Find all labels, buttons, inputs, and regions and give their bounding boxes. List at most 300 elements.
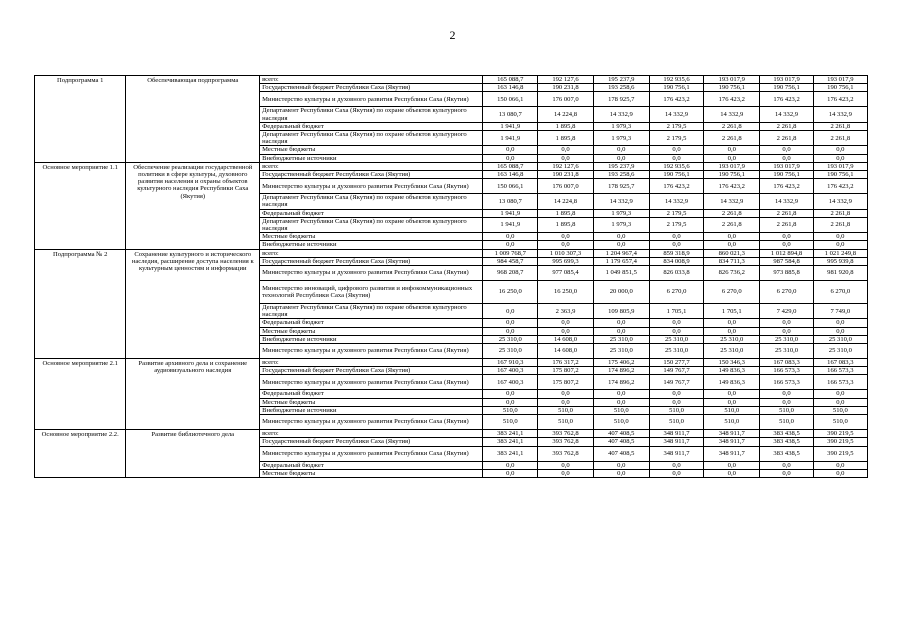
amount-cell: 826 736,2 xyxy=(704,266,760,281)
amount-cell: 0,0 xyxy=(593,154,649,162)
amount-cell: 25 310,0 xyxy=(704,344,760,359)
amount-cell: 977 085,4 xyxy=(538,266,593,281)
amount-cell: 192 127,6 xyxy=(538,162,593,170)
program-title-cell: Развитие библиотечного дела xyxy=(126,430,260,478)
amount-cell: 192 935,6 xyxy=(649,162,703,170)
amount-cell: 0,0 xyxy=(704,241,760,249)
amount-cell: 383 438,5 xyxy=(760,438,813,446)
amount-cell: 2 179,5 xyxy=(649,217,703,232)
amount-cell: 2 261,8 xyxy=(813,131,867,146)
funding-source-cell: Министерство культуры и духовного развития Республики Саха (Якутия) xyxy=(260,266,483,281)
amount-cell: 14 332,9 xyxy=(649,107,703,122)
amount-cell: 1 895,8 xyxy=(538,122,593,130)
amount-cell: 0,0 xyxy=(649,146,703,154)
page-number: 2 xyxy=(449,28,456,42)
amount-cell: 0,0 xyxy=(813,461,867,469)
amount-cell: 510,0 xyxy=(760,406,813,414)
amount-cell: 984 458,7 xyxy=(483,257,538,265)
amount-cell: 0,0 xyxy=(483,319,538,327)
amount-cell: 0,0 xyxy=(593,319,649,327)
funding-source-cell: Государственный бюджет Республики Саха (Якутия) xyxy=(260,367,483,375)
amount-cell: 7 749,0 xyxy=(813,304,867,319)
amount-cell: 968 208,7 xyxy=(483,266,538,281)
amount-cell: 167 400,3 xyxy=(483,367,538,375)
amount-cell: 190 756,1 xyxy=(704,84,760,92)
amount-cell: 25 310,0 xyxy=(649,344,703,359)
amount-cell: 0,0 xyxy=(593,469,649,477)
amount-cell: 25 310,0 xyxy=(704,335,760,343)
amount-cell: 973 885,8 xyxy=(760,266,813,281)
funding-source-cell: Местные бюджеты xyxy=(260,146,483,154)
program-code-cell: Подпрограмма № 2 xyxy=(35,249,126,358)
funding-source-cell: Государственный бюджет Республики Саха (Якутия) xyxy=(260,257,483,265)
table-row xyxy=(35,430,868,438)
amount-cell: 149 836,3 xyxy=(704,375,760,390)
funding-source-cell: Министерство культуры и духовного развития Республики Саха (Якутия) xyxy=(260,179,483,194)
table-row xyxy=(35,249,868,257)
amount-cell: 176 423,2 xyxy=(813,179,867,194)
amount-cell: 0,0 xyxy=(593,398,649,406)
amount-cell: 0,0 xyxy=(538,398,593,406)
amount-cell: 166 573,3 xyxy=(813,367,867,375)
amount-cell: 190 756,1 xyxy=(813,84,867,92)
amount-cell: 0,0 xyxy=(813,146,867,154)
amount-cell: 1 705,1 xyxy=(649,304,703,319)
amount-cell: 0,0 xyxy=(704,398,760,406)
funding-source-cell: Внебюджетные источники xyxy=(260,241,483,249)
amount-cell: 0,0 xyxy=(538,319,593,327)
amount-cell: 195 237,9 xyxy=(593,162,649,170)
amount-cell: 176 423,2 xyxy=(760,92,813,107)
amount-cell: 178 925,7 xyxy=(593,92,649,107)
amount-cell: 176 423,2 xyxy=(649,92,703,107)
amount-cell: 0,0 xyxy=(649,461,703,469)
amount-cell: 0,0 xyxy=(538,233,593,241)
amount-cell: 393 762,8 xyxy=(538,438,593,446)
amount-cell: 393 762,8 xyxy=(538,430,593,438)
amount-cell: 0,0 xyxy=(649,241,703,249)
amount-cell: 0,0 xyxy=(760,469,813,477)
amount-cell: 0,0 xyxy=(538,327,593,335)
amount-cell: 25 310,0 xyxy=(813,335,867,343)
amount-cell: 2 261,8 xyxy=(760,209,813,217)
amount-cell: 1 941,9 xyxy=(483,217,538,232)
amount-cell: 166 573,3 xyxy=(760,375,813,390)
amount-cell: 0,0 xyxy=(760,146,813,154)
amount-cell: 0,0 xyxy=(649,469,703,477)
amount-cell: 14 332,9 xyxy=(813,107,867,122)
amount-cell: 14 332,9 xyxy=(593,107,649,122)
amount-cell: 167 083,3 xyxy=(760,359,813,367)
amount-cell: 0,0 xyxy=(704,319,760,327)
amount-cell: 0,0 xyxy=(813,241,867,249)
amount-cell: 25 310,0 xyxy=(483,335,538,343)
amount-cell: 0,0 xyxy=(483,154,538,162)
amount-cell: 995 939,8 xyxy=(813,257,867,265)
funding-source-cell: Федеральный бюджет xyxy=(260,461,483,469)
funding-source-cell: Местные бюджеты xyxy=(260,469,483,477)
amount-cell: 987 584,8 xyxy=(760,257,813,265)
funding-source-cell: Департамент Республики Саха (Якутия) по охране объектов культурного наследия xyxy=(260,194,483,209)
amount-cell: 2 363,9 xyxy=(538,304,593,319)
amount-cell: 2 179,5 xyxy=(649,209,703,217)
amount-cell: 190 756,1 xyxy=(704,171,760,179)
funding-source-cell: всего: xyxy=(260,430,483,438)
amount-cell: 0,0 xyxy=(813,469,867,477)
amount-cell: 510,0 xyxy=(649,415,703,430)
program-title-cell: Обеспечение реализации государственной политики в сфере культуры, духовного развития населения и охраны объектов культурного наследия Республики Саха (Якутия) xyxy=(126,162,260,249)
amount-cell: 190 756,1 xyxy=(760,171,813,179)
table-row xyxy=(35,76,868,84)
amount-cell: 1 979,3 xyxy=(593,209,649,217)
amount-cell: 109 805,9 xyxy=(593,304,649,319)
funding-source-cell: Внебюджетные источники xyxy=(260,406,483,414)
amount-cell: 192 935,6 xyxy=(649,76,703,84)
funding-source-cell: Министерство инноваций, цифрового развития и инфокоммуникационных технологий Республики Саха (Якутия) xyxy=(260,281,483,304)
amount-cell: 0,0 xyxy=(704,461,760,469)
amount-cell: 20 000,0 xyxy=(593,281,649,304)
amount-cell: 193 017,9 xyxy=(760,162,813,170)
amount-cell: 348 911,7 xyxy=(649,446,703,461)
amount-cell: 165 088,7 xyxy=(483,162,538,170)
amount-cell: 981 920,8 xyxy=(813,266,867,281)
funding-source-cell: Внебюджетные источники xyxy=(260,154,483,162)
funding-source-cell: Департамент Республики Саха (Якутия) по охране объектов культурного наследия xyxy=(260,217,483,232)
amount-cell: 193 017,9 xyxy=(704,162,760,170)
funding-source-cell: Департамент Республики Саха (Якутия) по охране объектов культурного наследия xyxy=(260,304,483,319)
amount-cell: 348 911,7 xyxy=(649,438,703,446)
amount-cell: 0,0 xyxy=(760,398,813,406)
amount-cell: 0,0 xyxy=(649,390,703,398)
amount-cell: 995 699,3 xyxy=(538,257,593,265)
amount-cell: 0,0 xyxy=(538,390,593,398)
amount-cell: 1 049 851,5 xyxy=(593,266,649,281)
amount-cell: 510,0 xyxy=(813,415,867,430)
amount-cell: 14 332,9 xyxy=(704,194,760,209)
amount-cell: 6 270,0 xyxy=(704,281,760,304)
amount-cell: 510,0 xyxy=(538,406,593,414)
amount-cell: 0,0 xyxy=(593,461,649,469)
amount-cell: 193 017,9 xyxy=(813,162,867,170)
budget-table xyxy=(34,75,868,478)
amount-cell: 2 261,8 xyxy=(813,217,867,232)
amount-cell: 0,0 xyxy=(704,390,760,398)
amount-cell: 510,0 xyxy=(483,406,538,414)
funding-source-cell: Федеральный бюджет xyxy=(260,209,483,217)
amount-cell: 0,0 xyxy=(760,241,813,249)
amount-cell: 193 258,6 xyxy=(593,171,649,179)
amount-cell: 176 007,0 xyxy=(538,92,593,107)
amount-cell: 14 224,8 xyxy=(538,107,593,122)
amount-cell: 0,0 xyxy=(483,327,538,335)
amount-cell: 383 241,1 xyxy=(483,446,538,461)
amount-cell: 390 219,5 xyxy=(813,446,867,461)
amount-cell: 393 762,8 xyxy=(538,446,593,461)
program-code-cell: Основное мероприятие 2.1 xyxy=(35,359,126,430)
amount-cell: 348 911,7 xyxy=(704,438,760,446)
amount-cell: 0,0 xyxy=(813,398,867,406)
amount-cell: 0,0 xyxy=(704,469,760,477)
amount-cell: 175 807,2 xyxy=(538,367,593,375)
amount-cell: 0,0 xyxy=(704,154,760,162)
amount-cell: 190 756,1 xyxy=(813,171,867,179)
amount-cell: 1 979,3 xyxy=(593,217,649,232)
amount-cell: 13 080,7 xyxy=(483,107,538,122)
funding-source-cell: Министерство культуры и духовного развития Республики Саха (Якутия) xyxy=(260,446,483,461)
amount-cell: 14 332,9 xyxy=(813,194,867,209)
amount-cell: 1 895,8 xyxy=(538,209,593,217)
amount-cell: 149 836,3 xyxy=(704,367,760,375)
amount-cell: 0,0 xyxy=(760,327,813,335)
table-row xyxy=(35,359,868,367)
funding-source-cell: Государственный бюджет Республики Саха (Якутия) xyxy=(260,171,483,179)
program-code-cell: Основное мероприятие 2.2. xyxy=(35,430,126,478)
funding-source-cell: всего: xyxy=(260,162,483,170)
amount-cell: 383 241,1 xyxy=(483,438,538,446)
amount-cell: 6 270,0 xyxy=(760,281,813,304)
amount-cell: 1 979,3 xyxy=(593,131,649,146)
amount-cell: 0,0 xyxy=(483,233,538,241)
amount-cell: 190 756,1 xyxy=(649,171,703,179)
amount-cell: 0,0 xyxy=(483,390,538,398)
amount-cell: 14 332,9 xyxy=(704,107,760,122)
amount-cell: 166 573,3 xyxy=(760,367,813,375)
amount-cell: 163 146,8 xyxy=(483,84,538,92)
funding-source-cell: Министерство культуры и духовного развития Республики Саха (Якутия) xyxy=(260,415,483,430)
amount-cell: 1 941,9 xyxy=(483,209,538,217)
amount-cell: 826 033,8 xyxy=(649,266,703,281)
amount-cell: 176 317,2 xyxy=(538,359,593,367)
funding-source-cell: Местные бюджеты xyxy=(260,327,483,335)
amount-cell: 190 756,1 xyxy=(760,84,813,92)
amount-cell: 0,0 xyxy=(593,390,649,398)
amount-cell: 1 941,9 xyxy=(483,131,538,146)
amount-cell: 0,0 xyxy=(760,319,813,327)
amount-cell: 14 608,0 xyxy=(538,344,593,359)
funding-source-cell: Министерство культуры и духовного развития Республики Саха (Якутия) xyxy=(260,375,483,390)
amount-cell: 25 310,0 xyxy=(813,344,867,359)
amount-cell: 0,0 xyxy=(649,327,703,335)
amount-cell: 6 270,0 xyxy=(813,281,867,304)
amount-cell: 0,0 xyxy=(760,233,813,241)
amount-cell: 510,0 xyxy=(593,406,649,414)
amount-cell: 0,0 xyxy=(483,241,538,249)
amount-cell: 0,0 xyxy=(760,461,813,469)
funding-source-cell: всего: xyxy=(260,76,483,84)
amount-cell: 0,0 xyxy=(760,390,813,398)
amount-cell: 176 423,2 xyxy=(704,92,760,107)
amount-cell: 14 332,9 xyxy=(593,194,649,209)
amount-cell: 0,0 xyxy=(538,154,593,162)
amount-cell: 2 261,8 xyxy=(813,122,867,130)
funding-source-cell: Местные бюджеты xyxy=(260,233,483,241)
amount-cell: 0,0 xyxy=(538,241,593,249)
amount-cell: 174 896,2 xyxy=(593,367,649,375)
funding-source-cell: Министерство культуры и духовного развития Республики Саха (Якутия) xyxy=(260,92,483,107)
amount-cell: 149 767,7 xyxy=(649,375,703,390)
amount-cell: 25 310,0 xyxy=(760,335,813,343)
amount-cell: 149 767,7 xyxy=(649,367,703,375)
amount-cell: 2 261,8 xyxy=(760,217,813,232)
amount-cell: 193 017,9 xyxy=(760,76,813,84)
funding-source-cell: Местные бюджеты xyxy=(260,398,483,406)
amount-cell: 175 807,2 xyxy=(538,375,593,390)
amount-cell: 1 010 307,3 xyxy=(538,249,593,257)
amount-cell: 25 310,0 xyxy=(593,344,649,359)
amount-cell: 1 705,1 xyxy=(704,304,760,319)
amount-cell: 390 219,5 xyxy=(813,430,867,438)
amount-cell: 0,0 xyxy=(704,233,760,241)
program-title-cell: Сохранение культурного и исторического наследия, расширение доступа населения к культурным ценностям и информации xyxy=(126,249,260,358)
amount-cell: 150 066,1 xyxy=(483,92,538,107)
amount-cell: 0,0 xyxy=(483,398,538,406)
amount-cell: 167 083,3 xyxy=(813,359,867,367)
amount-cell: 165 088,7 xyxy=(483,76,538,84)
amount-cell: 0,0 xyxy=(704,327,760,335)
amount-cell: 14 332,9 xyxy=(760,194,813,209)
amount-cell: 14 332,9 xyxy=(649,194,703,209)
amount-cell: 0,0 xyxy=(649,398,703,406)
amount-cell: 407 408,5 xyxy=(593,446,649,461)
amount-cell: 13 080,7 xyxy=(483,194,538,209)
amount-cell: 2 261,8 xyxy=(704,209,760,217)
amount-cell: 0,0 xyxy=(649,233,703,241)
amount-cell: 0,0 xyxy=(593,327,649,335)
amount-cell: 510,0 xyxy=(704,415,760,430)
amount-cell: 383 438,5 xyxy=(760,430,813,438)
amount-cell: 1 021 249,8 xyxy=(813,249,867,257)
program-code-cell: Подпрограмма 1 xyxy=(35,76,126,163)
amount-cell: 348 911,7 xyxy=(704,430,760,438)
amount-cell: 1 009 768,7 xyxy=(483,249,538,257)
funding-source-cell: всего: xyxy=(260,249,483,257)
amount-cell: 0,0 xyxy=(649,319,703,327)
funding-source-cell: всего: xyxy=(260,359,483,367)
funding-source-cell: Федеральный бюджет xyxy=(260,390,483,398)
amount-cell: 2 179,5 xyxy=(649,122,703,130)
amount-cell: 193 258,6 xyxy=(593,84,649,92)
amount-cell: 176 423,2 xyxy=(760,179,813,194)
amount-cell: 510,0 xyxy=(813,406,867,414)
amount-cell: 167 910,3 xyxy=(483,359,538,367)
funding-source-cell: Департамент Республики Саха (Якутия) по охране объектов культурного наследия xyxy=(260,131,483,146)
amount-cell: 348 911,7 xyxy=(704,446,760,461)
amount-cell: 14 608,0 xyxy=(538,335,593,343)
amount-cell: 0,0 xyxy=(649,154,703,162)
amount-cell: 174 896,2 xyxy=(593,375,649,390)
program-title-cell: Развитие архивного дела и сохранение аудиовизуального наследия xyxy=(126,359,260,430)
amount-cell: 0,0 xyxy=(593,241,649,249)
amount-cell: 510,0 xyxy=(760,415,813,430)
amount-cell: 150 277,7 xyxy=(649,359,703,367)
amount-cell: 178 925,7 xyxy=(593,179,649,194)
amount-cell: 150 346,3 xyxy=(704,359,760,367)
amount-cell: 1 895,8 xyxy=(538,131,593,146)
amount-cell: 510,0 xyxy=(538,415,593,430)
amount-cell: 14 332,9 xyxy=(760,107,813,122)
amount-cell: 2 261,8 xyxy=(760,122,813,130)
amount-cell: 0,0 xyxy=(813,327,867,335)
amount-cell: 2 261,8 xyxy=(704,217,760,232)
amount-cell: 25 310,0 xyxy=(483,344,538,359)
amount-cell: 25 310,0 xyxy=(649,335,703,343)
amount-cell: 16 250,0 xyxy=(538,281,593,304)
amount-cell: 0,0 xyxy=(483,146,538,154)
amount-cell: 195 237,9 xyxy=(593,76,649,84)
amount-cell: 0,0 xyxy=(593,233,649,241)
amount-cell: 1 204 967,4 xyxy=(593,249,649,257)
amount-cell: 0,0 xyxy=(483,469,538,477)
amount-cell: 16 250,0 xyxy=(483,281,538,304)
amount-cell: 166 573,3 xyxy=(813,375,867,390)
amount-cell: 190 231,8 xyxy=(538,171,593,179)
amount-cell: 25 310,0 xyxy=(593,335,649,343)
amount-cell: 1 012 894,8 xyxy=(760,249,813,257)
amount-cell: 0,0 xyxy=(538,469,593,477)
amount-cell: 0,0 xyxy=(593,146,649,154)
amount-cell: 6 270,0 xyxy=(649,281,703,304)
amount-cell: 0,0 xyxy=(538,461,593,469)
amount-cell: 175 406,2 xyxy=(593,359,649,367)
amount-cell: 0,0 xyxy=(483,461,538,469)
amount-cell: 176 423,2 xyxy=(704,179,760,194)
amount-cell: 834 711,3 xyxy=(704,257,760,265)
amount-cell: 0,0 xyxy=(813,154,867,162)
amount-cell: 859 318,9 xyxy=(649,249,703,257)
amount-cell: 383 241,1 xyxy=(483,430,538,438)
amount-cell: 2 261,8 xyxy=(704,122,760,130)
amount-cell: 510,0 xyxy=(593,415,649,430)
amount-cell: 0,0 xyxy=(704,146,760,154)
amount-cell: 167 400,3 xyxy=(483,375,538,390)
amount-cell: 0,0 xyxy=(813,319,867,327)
amount-cell: 1 979,3 xyxy=(593,122,649,130)
amount-cell: 1 895,8 xyxy=(538,217,593,232)
amount-cell: 176 423,2 xyxy=(813,92,867,107)
funding-source-cell: Внебюджетные источники xyxy=(260,335,483,343)
amount-cell: 0,0 xyxy=(813,233,867,241)
amount-cell: 407 408,5 xyxy=(593,438,649,446)
amount-cell: 348 911,7 xyxy=(649,430,703,438)
amount-cell: 2 261,8 xyxy=(704,131,760,146)
table-row xyxy=(35,162,868,170)
amount-cell: 163 146,8 xyxy=(483,171,538,179)
amount-cell: 860 021,3 xyxy=(704,249,760,257)
amount-cell: 193 017,9 xyxy=(704,76,760,84)
amount-cell: 190 756,1 xyxy=(649,84,703,92)
amount-cell: 7 429,0 xyxy=(760,304,813,319)
amount-cell: 2 261,8 xyxy=(813,209,867,217)
amount-cell: 407 408,5 xyxy=(593,430,649,438)
amount-cell: 192 127,6 xyxy=(538,76,593,84)
amount-cell: 193 017,9 xyxy=(813,76,867,84)
amount-cell: 510,0 xyxy=(483,415,538,430)
funding-source-cell: Государственный бюджет Республики Саха (Якутия) xyxy=(260,438,483,446)
amount-cell: 834 008,9 xyxy=(649,257,703,265)
funding-source-cell: Министерство культуры и духовного развития Республики Саха (Якутия) xyxy=(260,344,483,359)
amount-cell: 1 941,9 xyxy=(483,122,538,130)
funding-source-cell: Федеральный бюджет xyxy=(260,122,483,130)
amount-cell: 25 310,0 xyxy=(760,344,813,359)
amount-cell: 0,0 xyxy=(813,390,867,398)
amount-cell: 383 438,5 xyxy=(760,446,813,461)
funding-source-cell: Департамент Республики Саха (Якутия) по охране объектов культурного наследия xyxy=(260,107,483,122)
amount-cell: 0,0 xyxy=(483,304,538,319)
amount-cell: 176 007,0 xyxy=(538,179,593,194)
amount-cell: 510,0 xyxy=(704,406,760,414)
amount-cell: 0,0 xyxy=(538,146,593,154)
funding-source-cell: Государственный бюджет Республики Саха (Якутия) xyxy=(260,84,483,92)
